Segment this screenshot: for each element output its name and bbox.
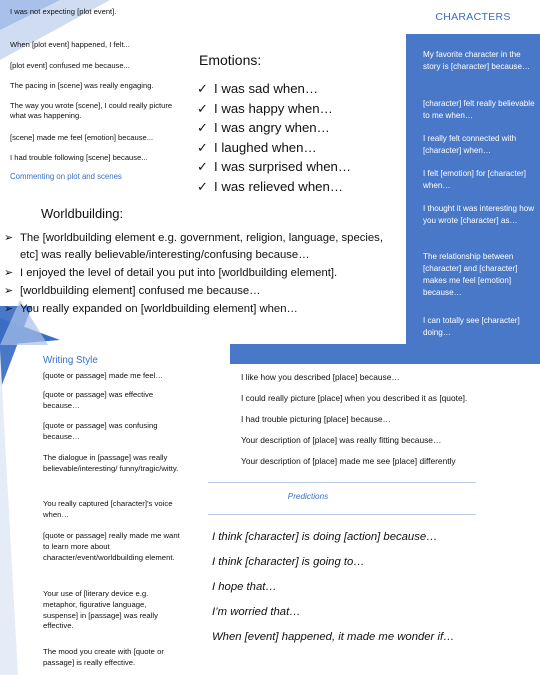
checkmark-icon: ✓ bbox=[197, 159, 208, 175]
emotion-item: ✓ I was happy when… bbox=[197, 99, 351, 119]
emotion-item: ✓ I was sad when… bbox=[197, 79, 351, 99]
character-comment-2: [character] felt really believable to me when… bbox=[423, 99, 535, 120]
character-comment-1: My favorite character in the story is [character] because… bbox=[423, 50, 531, 71]
prediction-comment-1: I think [character] is doing [action] because… bbox=[212, 531, 438, 543]
emotion-item: ✓ I was relieved when… bbox=[197, 177, 351, 197]
checkmark-icon: ✓ bbox=[197, 120, 208, 136]
plot-comment-1: I was not expecting [plot event]. bbox=[10, 7, 117, 16]
plot-comment-4: The pacing in [scene] was really engaging. bbox=[10, 81, 154, 90]
plot-comment-3: [plot event] confused me because... bbox=[10, 61, 130, 70]
worldbuilding-title: Worldbuilding: bbox=[41, 206, 124, 221]
writing-style-title: Writing Style bbox=[43, 355, 98, 366]
character-comment-3: I really felt connected with [character] when… bbox=[423, 134, 517, 155]
place-comment-5: Your description of [place] made me see [place] differently bbox=[241, 456, 456, 466]
plot-comment-6: [scene] made me feel [emotion] because... bbox=[10, 133, 154, 142]
character-comment-4: I felt [emotion] for [character] when… bbox=[423, 169, 527, 190]
prediction-comment-5: When [event] happened, it made me wonder if… bbox=[212, 631, 455, 643]
checkmark-icon: ✓ bbox=[197, 139, 208, 155]
arrow-bullet-icon: ➢ bbox=[4, 302, 14, 315]
checkmark-icon: ✓ bbox=[197, 178, 208, 194]
worldbuilding-list bbox=[4, 230, 404, 319]
character-comment-7: I can totally see [character] doing… bbox=[423, 316, 520, 337]
place-comment-4: Your description of [place] was really fitting because… bbox=[241, 435, 442, 445]
writing-style-comment-8: The mood you create with [quote or passage] is really effective. bbox=[43, 647, 164, 667]
emotions-list bbox=[197, 79, 351, 197]
writing-style-comment-5: You really captured [character]’s voice when… bbox=[43, 499, 173, 519]
predictions-divider-top bbox=[208, 482, 476, 483]
emotion-item: ✓ I laughed when… bbox=[197, 138, 351, 158]
writing-style-comment-4: The dialogue in [passage] was really believable/interesting/ funny/tragic/witty. bbox=[43, 453, 179, 473]
place-comment-1: I like how you described [place] because… bbox=[241, 372, 400, 382]
plot-comment-7: I had trouble following [scene] because... bbox=[10, 153, 148, 162]
checkmark-icon: ✓ bbox=[197, 100, 208, 116]
worldbuilding-item: ➢ [worldbuilding element] confused me because… bbox=[4, 283, 404, 300]
place-comment-2: I could really picture [place] when you described it as [quote]. bbox=[241, 393, 468, 403]
emotions-title: Emotions: bbox=[199, 52, 262, 68]
predictions-divider-bottom bbox=[208, 514, 476, 515]
writing-style-comment-6: [quote or passage] really made me want to learn more about character/event/worldbuilding element. bbox=[43, 531, 180, 562]
plot-comment-5: The way you wrote [scene], I could really picture what was happening. bbox=[10, 101, 173, 120]
character-comment-5: I thought it was interesting how you wrote [character] as… bbox=[423, 204, 535, 225]
prediction-comment-4: I’m worried that… bbox=[212, 606, 301, 618]
worldbuilding-item: ➢ I enjoyed the level of detail you put into [worldbuilding element]. bbox=[4, 265, 404, 282]
worldbuilding-item: ➢ You really expanded on [worldbuilding element] when… bbox=[4, 301, 404, 318]
writing-style-comment-3: [quote or passage] was confusing because… bbox=[43, 421, 158, 441]
characters-panel-base bbox=[230, 344, 540, 364]
arrow-bullet-icon: ➢ bbox=[4, 266, 14, 279]
plot-section-heading: Commenting on plot and scenes bbox=[10, 172, 122, 181]
arrow-bullet-icon: ➢ bbox=[4, 232, 14, 244]
emotion-item: ✓ I was angry when… bbox=[197, 118, 351, 138]
worldbuilding-item: ➢ The [worldbuilding element e.g. government, religion, language, species, etc] was really believable/interesting/confusing because… bbox=[4, 232, 383, 261]
writing-style-comment-2: [quote or passage] was effective because… bbox=[43, 390, 154, 410]
predictions-title: Predictions bbox=[287, 492, 329, 501]
checkmark-icon: ✓ bbox=[197, 81, 208, 96]
character-comment-6: The relationship between [character] and [character] makes me feel [emotion] because… bbox=[423, 252, 518, 297]
writing-style-comment-7: Your use of [literary device e.g. metaphor, figurative language, suspense] in [passage] was really effective. bbox=[43, 589, 158, 631]
writing-style-comment-1: [quote or passage] made me feel… bbox=[43, 371, 164, 380]
emotion-item: ✓ I was surprised when… bbox=[197, 157, 351, 177]
arrow-bullet-icon: ➢ bbox=[4, 284, 14, 297]
characters-title: CHARACTERS bbox=[435, 11, 511, 23]
plot-comment-2: When [plot event] happened, I felt... bbox=[10, 40, 130, 49]
place-comment-3: I had trouble picturing [place] because… bbox=[241, 414, 391, 424]
prediction-comment-2: I think [character] is going to… bbox=[212, 556, 365, 568]
prediction-comment-3: I hope that… bbox=[212, 581, 277, 593]
